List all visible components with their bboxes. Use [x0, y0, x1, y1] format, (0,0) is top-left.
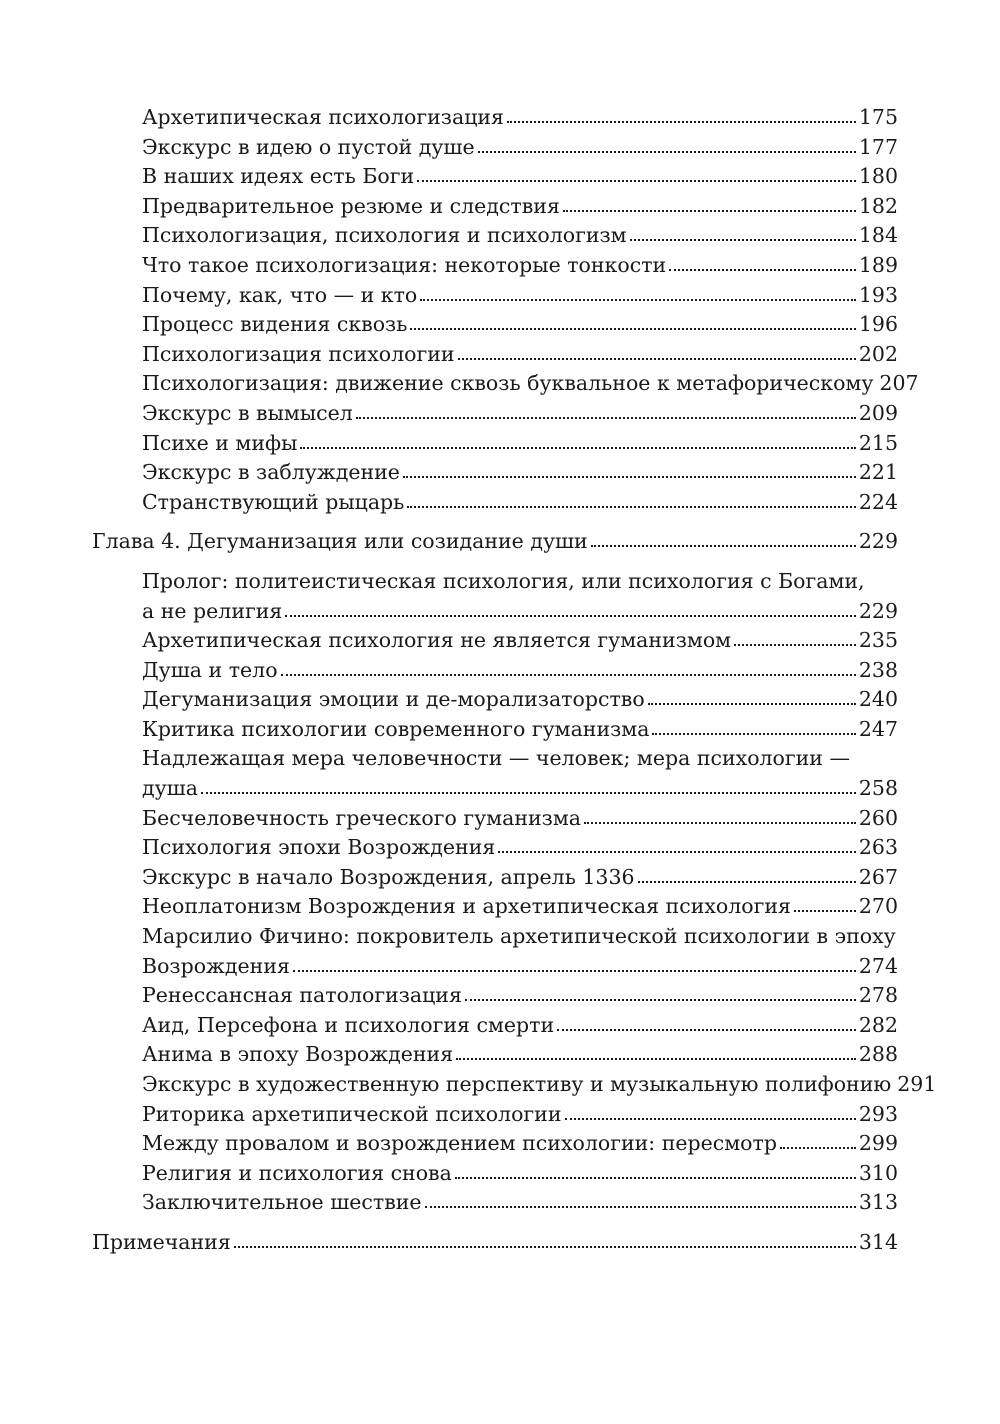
leader-dots	[648, 701, 856, 705]
leader-dots	[478, 149, 856, 153]
toc-entry-page: 182	[858, 193, 898, 218]
toc-entry-page: 278	[858, 983, 898, 1008]
toc-entry	[92, 1159, 898, 1189]
toc-entry-page: 267	[858, 864, 898, 889]
toc-entry-page: 229	[858, 598, 898, 623]
leader-dots	[669, 267, 856, 271]
toc-entry-page: 260	[858, 805, 898, 830]
toc-entry-page: 313	[858, 1190, 898, 1215]
toc-entry	[92, 656, 898, 686]
toc-entry	[92, 133, 898, 163]
chapter-page: 229	[858, 529, 898, 554]
leader-dots	[234, 1244, 856, 1248]
leader-dots	[584, 820, 856, 824]
leader-dots	[498, 849, 856, 853]
toc-entry	[92, 103, 898, 133]
leader-dots	[780, 1145, 856, 1149]
toc-entry-title: Пролог: политеистическая психология, или психология с Богами,	[142, 568, 865, 593]
leader-dots	[425, 1204, 856, 1208]
toc-entry-title: Душа и тело	[142, 657, 278, 682]
leader-dots	[285, 613, 856, 617]
toc-entry-title: а не религия	[142, 598, 283, 623]
toc-entry	[92, 1100, 898, 1130]
leader-dots	[293, 968, 856, 972]
toc-entry-page: 196	[858, 312, 898, 337]
toc-entry	[92, 685, 898, 715]
toc-entry-page: 207	[879, 371, 919, 396]
toc-entry-title: Между провалом и возрождением психологии: пересмотр	[142, 1131, 777, 1156]
toc-entry-title: Экскурс в вымысел	[142, 400, 353, 425]
leader-dots	[652, 731, 855, 735]
toc-entry-page: 274	[858, 953, 898, 978]
toc-entry-page: 247	[858, 716, 898, 741]
toc-entry-page: 299	[858, 1131, 898, 1156]
toc-entry-title: Возрождения	[142, 953, 290, 978]
toc-entry-title: Аид, Персефона и психология смерти	[142, 1012, 555, 1037]
toc-entry-page: 177	[858, 134, 898, 159]
toc-entry-prolog-line2	[92, 597, 898, 627]
toc-entry	[92, 715, 898, 745]
toc-entry-page: 291	[897, 1072, 937, 1096]
toc-entry-page: 189	[858, 252, 898, 277]
toc-entry-title: Психологизация, психология и психологизм	[142, 223, 627, 248]
toc-entry-page: 202	[858, 341, 898, 366]
toc-chapter-4	[92, 527, 898, 557]
toc-entry-page: 282	[858, 1012, 898, 1037]
toc-entry-page: 258	[858, 776, 898, 801]
toc-entry-title: Анима в эпоху Возрождения	[142, 1042, 454, 1067]
toc-entry	[92, 399, 898, 429]
leader-dots	[465, 997, 856, 1001]
toc-entry	[92, 221, 898, 251]
toc-entry	[92, 162, 898, 192]
toc-entry-title: Процесс видения сквозь	[142, 312, 408, 337]
leader-dots	[420, 297, 856, 301]
toc-entry	[92, 369, 919, 399]
toc-entry-ficino-line2	[92, 952, 898, 982]
toc-entry-title: Риторика архетипической психологии	[142, 1101, 562, 1126]
toc-entry	[92, 626, 898, 656]
toc-entry-title: В наших идеях есть Боги	[142, 164, 415, 189]
notes-title: Примечания	[92, 1229, 231, 1254]
leader-dots	[563, 208, 856, 212]
table-of-contents	[92, 103, 937, 1258]
toc-entry-page: 180	[858, 164, 898, 189]
toc-entry-measure-line2	[92, 774, 898, 804]
toc-entry-title: Психе и мифы	[142, 430, 298, 455]
leader-dots	[557, 1027, 856, 1031]
toc-entry-title: Марсилио Фичино: покровитель архетипической психологии в эпоху	[142, 924, 896, 949]
leader-dots	[300, 445, 855, 449]
toc-entry	[92, 1040, 898, 1070]
leader-dots	[403, 474, 856, 478]
toc-entry-page: 209	[858, 400, 898, 425]
toc-entry-title: Что такое психологизация: некоторые тонкости	[142, 252, 667, 277]
toc-entry-page: 310	[858, 1160, 898, 1185]
toc-entry-page: 235	[858, 628, 898, 653]
toc-entry-title: Психологизация: движение сквозь буквальное к метафорическому	[142, 371, 874, 396]
leader-dots	[356, 415, 856, 419]
toc-entry	[92, 892, 898, 922]
toc-entry	[92, 981, 898, 1011]
leader-dots	[410, 326, 855, 330]
leader-dots	[407, 504, 856, 508]
toc-entry	[92, 310, 898, 340]
toc-entry	[92, 1129, 898, 1159]
toc-entry-title: Психологизация психологии	[142, 341, 455, 366]
toc-entry-title: Экскурс в заблуждение	[142, 460, 400, 485]
leader-dots	[565, 1116, 856, 1120]
leader-dots	[201, 790, 856, 794]
toc-entry-title: Дегуманизация эмоции и де-морализаторство	[142, 687, 645, 712]
toc-entry-title: душа	[142, 776, 198, 801]
toc-entry-title: Психология эпохи Возрождения	[142, 835, 496, 860]
toc-entry-title: Заключительное шествие	[142, 1190, 422, 1215]
toc-entry-ficino-line1	[92, 922, 898, 952]
toc-entry	[92, 863, 898, 893]
leader-dots	[794, 908, 856, 912]
toc-entry-title: Критика психологии современного гуманизма	[142, 716, 650, 741]
toc-entry-page: 293	[858, 1101, 898, 1126]
toc-entry	[92, 833, 898, 863]
toc-entry-title: Почему, как, что — и кто	[142, 282, 418, 307]
leader-dots	[507, 119, 856, 123]
toc-entry-page: 184	[858, 223, 898, 248]
toc-entry	[92, 1188, 898, 1218]
toc-entry-page: 288	[858, 1042, 898, 1067]
toc-entry-page: 224	[858, 489, 898, 514]
leader-dots	[417, 178, 856, 182]
toc-entry	[92, 429, 898, 459]
notes-page: 314	[858, 1229, 898, 1254]
toc-entry	[92, 804, 898, 834]
toc-entry-title: Религия и психология снова	[142, 1160, 452, 1185]
leader-dots	[458, 356, 856, 360]
toc-entry-title: Ренессансная патологизация	[142, 983, 462, 1008]
toc-entry-title: Экскурс в художественную перспективу и музыкальную полифонию	[142, 1072, 892, 1096]
toc-entry	[92, 458, 898, 488]
toc-entry	[92, 192, 898, 222]
leader-dots	[591, 543, 856, 547]
toc-entry-page: 193	[858, 282, 898, 307]
toc-entry-page: 240	[858, 687, 898, 712]
chapter-title: Глава 4. Дегуманизация или созидание души	[92, 529, 588, 554]
toc-entry-title: Архетипическая психология не является гуманизмом	[142, 628, 732, 653]
toc-entry-page: 215	[858, 430, 898, 455]
leader-dots	[456, 1056, 856, 1060]
toc-entry-measure-line1	[92, 744, 898, 774]
toc-entry	[92, 251, 898, 281]
toc-entry	[92, 1011, 898, 1041]
toc-entry-prolog-line1	[92, 567, 898, 597]
toc-entry-title: Архетипическая психологизация	[142, 105, 504, 129]
toc-entry-page: 238	[858, 657, 898, 682]
toc-entry-title: Экскурс в начало Возрождения, апрель 1336	[142, 864, 635, 889]
toc-entry	[92, 1070, 937, 1100]
leader-dots	[734, 642, 856, 646]
toc-entry-title: Экскурс в идею о пустой душе	[142, 134, 475, 159]
leader-dots	[638, 879, 856, 883]
toc-entry	[92, 340, 898, 370]
toc-entry	[92, 281, 898, 311]
toc-entry-page: 270	[858, 894, 898, 919]
leader-dots	[455, 1175, 856, 1179]
toc-entry-page: 221	[858, 460, 898, 485]
toc-entry-title: Надлежащая мера человечности — человек; мера психологии —	[142, 746, 850, 771]
toc-entry-page: 263	[858, 835, 898, 860]
toc-entry-title: Странствующий рыцарь	[142, 489, 405, 514]
toc-notes	[92, 1228, 898, 1258]
leader-dots	[281, 672, 856, 676]
toc-entry-page: 175	[858, 105, 898, 129]
leader-dots	[630, 237, 856, 241]
toc-entry-title: Неоплатонизм Возрождения и архетипическая психология	[142, 894, 791, 919]
toc-entry-title: Бесчеловечность греческого гуманизма	[142, 805, 582, 830]
toc-entry	[92, 488, 898, 518]
toc-entry-title: Предварительное резюме и следствия	[142, 193, 560, 218]
